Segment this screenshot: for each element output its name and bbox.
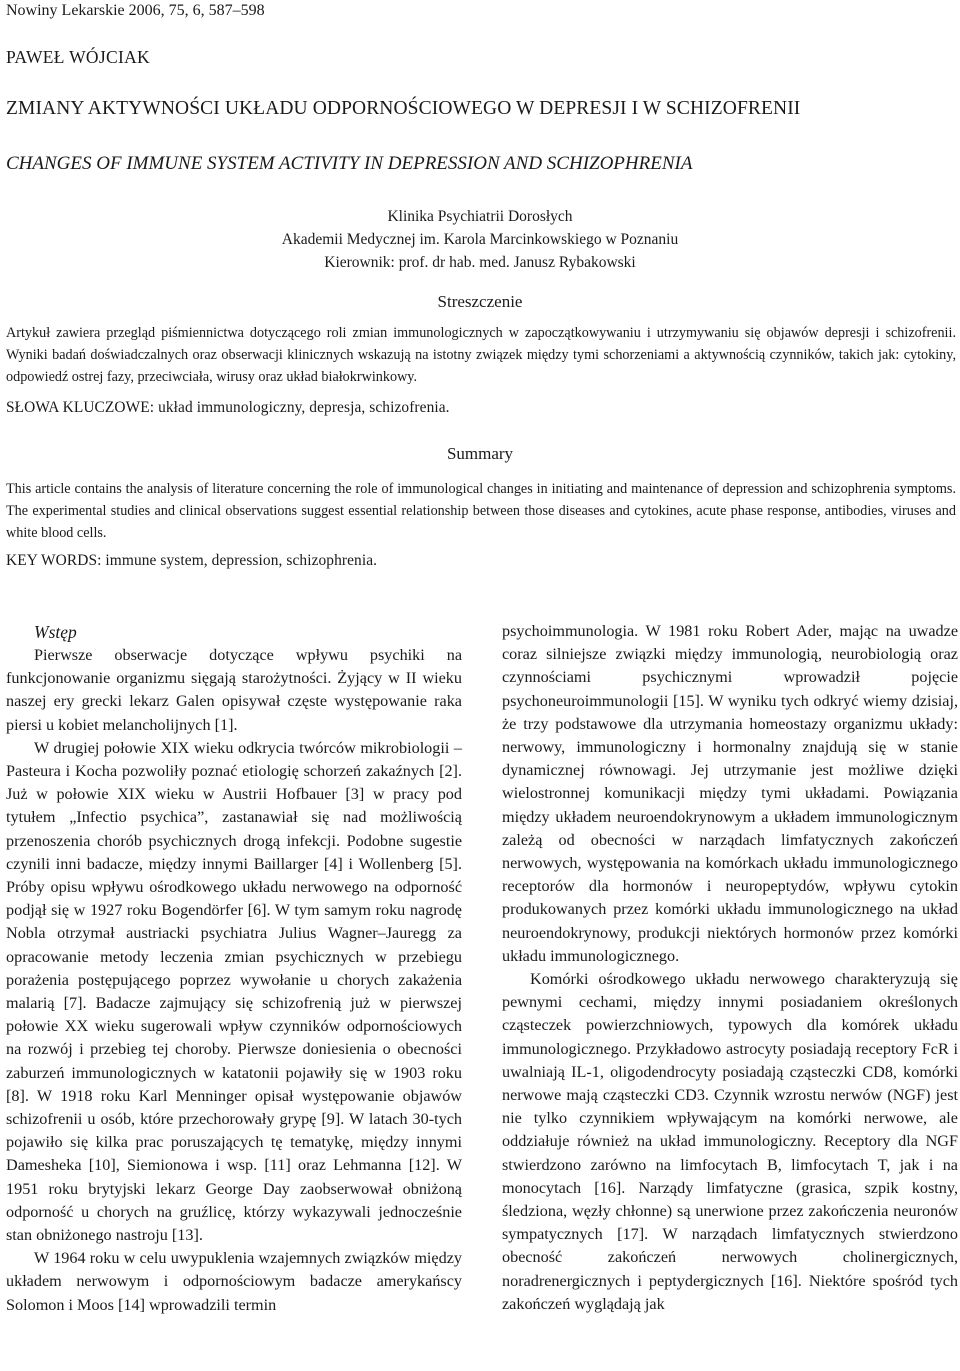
keywords-en: KEY WORDS: immune system, depression, schizophrenia. [6,552,378,569]
paragraph: psychoimmunologia. W 1981 roku Robert Ader, mając na uwadze coraz silniejsze związki między immunologią, neurobiologią oraz czynnościami psychicznymi wprowadził pojęcie psychoneuroimmunologii [15]. W wyniku tych odkryć wiemy dzisiaj, że trzy podstawowe dla utrzymania homeostazy organizmu układy: nerwowy, immunologiczny i hormonalny znajdują się w stanie dynamicznej równowagi. Jej utrzymanie jest możliwe dzięki wielostronnej komunikacji między tymi układami. Powiązania między układem neuroendokrynowym a układem immunologicznym zależą od obecności w narządach limfatycznych zakończeń nerwowych, występowania na komórkach układu immunologicznego receptorów dla hormonów i neuropeptydów, wpływu cytokin produkowanych przez komórki układu immunologicznego na układ neuroendokrynowy, produkcji niektórych hormonów przez komórki układu immunologicznego. [502,622,958,965]
body-column-right [502,620,958,1316]
abstract-pl-heading: Streszczenie [437,292,523,311]
affiliation-block [0,205,960,274]
section-title: Wstęp [34,622,77,642]
title-polish: ZMIANY AKTYWNOŚCI UKŁADU ODPORNOŚCIOWEGO W DEPRESJI I W SCHIZOFRENII [6,98,801,119]
abstract-pl-text: Artykuł zawiera przegląd piśmiennictwa dotyczącego roli zmian immunologicznych w zapoczątkowywaniu i utrzymywaniu się objawów depresji i schizofrenii. Wyniki badań doświadczalnych oraz obserwacji klinicznych wskazują na istotny związek między tymi schorzeniami a aktywnością czynników, takich jak: cytokiny, odpowiedź ostrej fazy, przeciwciała, wirusy oraz układ białokrwinkowy. [6,325,956,385]
paragraph: W drugiej połowie XIX wieku odkrycia twórców mikrobiologii – Pasteura i Kocha pozwoliły poznać etiologię schorzeń zakaźnych [2]. Już w połowie XIX wieku w Austrii Hofbauer [3] w pracy pod tytułem „Infectio psychica”, zastanawiał się nad możliwością przenoszenia chorób psychicznych drogą infekcji. Podobne sugestie czynili inni badacze, między innymi Baillarger [4] i Wollenberg [5]. Próby opisu wpływu ośrodkowego układu nerwowego na odporność podjął się w 1927 roku Bogendörfer [6]. W tym samym roku nagrodę Nobla otrzymał austriacki psychiatra Julius Wagner–Jauregg za opracowanie metody leczenia zmian psychicznych w przebiegu porażenia postępującego poprzez wywołanie u chorych zakażenia malarią [7]. Badacze zajmujący się schizofrenią już w pierwszej połowie XX wieku sugerowali wpływ czynników odpornościowych na rozwój i przebieg tej choroby. Pierwsze doniesienia o obecności zaburzeń immunologicznych w katatonii pojawiły się w 1903 roku [8]. W 1918 roku Karl Menninger opisał występowanie objawów schizofrenii u osób, które przechorowały grypę [9]. W latach 30-tych pojawiło się kilka prac poruszających tę tematykę, między innymi Damesheka [10], Siemionowa i wsp. [11] oraz Lehmanna [12]. W 1951 roku brytyjski lekarz George Day zaobserwował obniżoną odporność u chorych na gruźlicę, którzy wykazywali jednocześnie stan obniżonego nastroju [13]. [6,738,462,1245]
journal-citation: Nowiny Lekarskie 2006, 75, 6, 587–598 [6,2,265,19]
abstract-en-text: This article contains the analysis of literature concerning the role of immunological changes in initiating and maintenance of depression and schizophrenia symptoms. The experimental studies and clinical observations suggest essential relationship between those diseases and cytokines, acute phase response, antibodies, viruses and white blood cells. [6,481,956,541]
abstract-en-heading: Summary [446,444,514,463]
paragraph: Pierwsze obserwacje dotyczące wpływu psychiki na funkcjonowanie organizmu sięgają starożytności. Żyjący w II wieku naszej ery grecki lekarz Galen opisywał częste występowanie raka piersi u kobiet melancholijnych [1]. [6,646,462,734]
body-column-left [6,620,462,1317]
title-english: CHANGES OF IMMUNE SYSTEM ACTIVITY IN DEPRESSION AND SCHIZOPHRENIA [6,153,693,174]
keywords-pl: SŁOWA KLUCZOWE: układ immunologiczny, depresja, schizofrenia. [6,399,450,416]
affiliation-line: Akademii Medycznej im. Karola Marcinkowskiego w Poznaniu [281,231,679,248]
affiliation-line: Kierownik: prof. dr hab. med. Janusz Rybakowski [324,254,636,271]
paragraph: Komórki ośrodkowego układu nerwowego charakteryzują się pewnymi cechami, między innymi posiadaniem określonych cząsteczek powierzchniowych, typowych dla komórek układu immunologicznego. Przykładowo astrocyty posiadają receptory FcR i uwalniają IL-1, oligodendrocyty posiadają cząsteczki CD8, komórki nerwowe mają cząsteczki CD3. Czynnik wzrostu nerwów (NGF) jest nie tylko czynnikiem wpływającym na komórki nerwowe, ale oddziałuje również na układ immunologiczny. Receptory dla NGF stwierdzono zarówno na limfocytach B, limfocytach T, jak i na monocytach [16]. Narządy limfatyczne (grasica, szpik kostny, śledziona, węzły chłonne) są unerwione przez zakończenia neuronów sympatycznych [17]. W narządach limfatycznych stwierdzono obecność zakończeń nerwowych cholinergicznych, noradrenergicznych i peptydergicznych [16]. Niektóre spośród tych zakończeń wyglądają jak [502,970,958,1313]
author-name: PAWEŁ WÓJCIAK [6,47,150,67]
paragraph: W 1964 roku w celu uwypuklenia wzajemnych związków między układem nerwowym i odpornościowym badacze amerykańscy Solomon i Moos [14] wprowadzili termin [6,1249,462,1314]
affiliation-line: Klinika Psychiatrii Dorosłych [387,208,573,225]
